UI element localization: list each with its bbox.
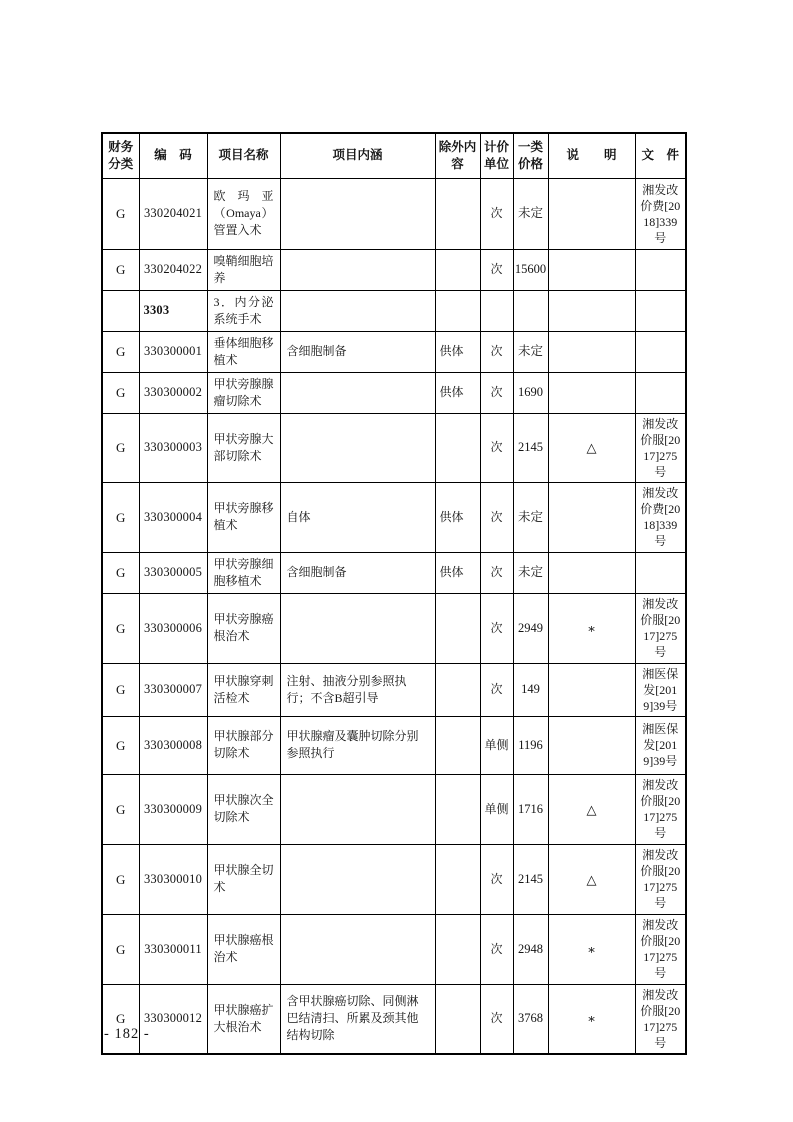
- financial-class-cell: [102, 290, 139, 331]
- code-cell: 3303: [139, 290, 207, 331]
- item-name-cell: 欧玛亚（Omaya）管置入术: [207, 178, 280, 249]
- item-content-cell: [280, 178, 435, 249]
- item-content-cell: 含细胞制备: [280, 552, 435, 593]
- item-content-cell: [280, 290, 435, 331]
- file-cell: 湘发改价服[2017]275号: [635, 774, 686, 844]
- item-name-cell: 甲状腺癌根治术: [207, 914, 280, 984]
- pricing-unit-cell: [480, 290, 513, 331]
- class1-price-cell: 2949: [513, 593, 548, 663]
- item-name-cell: 甲状旁腺移植术: [207, 482, 280, 552]
- table-row: [102, 372, 686, 413]
- class1-price-cell: 2145: [513, 844, 548, 914]
- file-cell: 湘发改价服[2017]275号: [635, 413, 686, 482]
- class1-price-cell: 1196: [513, 716, 548, 774]
- excluded-content-cell: [435, 663, 480, 716]
- financial-class-cell: G: [102, 413, 139, 482]
- class1-price-cell: 未定: [513, 178, 548, 249]
- class1-price-cell: 未定: [513, 482, 548, 552]
- table-row: [102, 984, 686, 1054]
- note-cell: △: [548, 844, 635, 914]
- item-name-cell: 甲状旁腺腺瘤切除术: [207, 372, 280, 413]
- pricing-unit-cell: 次: [480, 552, 513, 593]
- code-cell: 330204022: [139, 249, 207, 290]
- column-header-item-name: 项目名称: [207, 133, 280, 178]
- excluded-content-cell: 供体: [435, 552, 480, 593]
- table-row: [102, 178, 686, 249]
- pricing-unit-cell: 次: [480, 372, 513, 413]
- code-cell: 330300012: [139, 984, 207, 1054]
- excluded-content-cell: [435, 844, 480, 914]
- note-cell: △: [548, 774, 635, 844]
- financial-class-cell: G: [102, 249, 139, 290]
- excluded-content-cell: [435, 984, 480, 1054]
- table-row: [102, 290, 686, 331]
- class1-price-cell: 2145: [513, 413, 548, 482]
- item-content-cell: [280, 593, 435, 663]
- financial-class-cell: G: [102, 372, 139, 413]
- excluded-content-cell: [435, 290, 480, 331]
- class1-price-cell: 1690: [513, 372, 548, 413]
- item-content-cell: 自体: [280, 482, 435, 552]
- item-content-cell: 含细胞制备: [280, 331, 435, 372]
- financial-class-cell: G: [102, 984, 139, 1054]
- financial-class-cell: G: [102, 593, 139, 663]
- file-cell: 湘医保发[2019]39号: [635, 663, 686, 716]
- excluded-content-cell: [435, 178, 480, 249]
- excluded-content-cell: [435, 593, 480, 663]
- code-cell: 330300001: [139, 331, 207, 372]
- column-header-note: 说 明: [548, 133, 635, 178]
- item-name-cell: 甲状腺部分切除术: [207, 716, 280, 774]
- code-cell: 330300006: [139, 593, 207, 663]
- pricing-unit-cell: 次: [480, 593, 513, 663]
- table-row: [102, 552, 686, 593]
- pricing-unit-cell: 次: [480, 482, 513, 552]
- item-content-cell: 注射、抽液分别参照执行；不含B超引导: [280, 663, 435, 716]
- item-content-cell: 含甲状腺癌切除、同侧淋巴结清扫、所累及颈其他结构切除: [280, 984, 435, 1054]
- table-row: [102, 844, 686, 914]
- class1-price-cell: 149: [513, 663, 548, 716]
- financial-class-cell: G: [102, 552, 139, 593]
- note-cell: ∗: [548, 984, 635, 1054]
- pricing-unit-cell: 次: [480, 663, 513, 716]
- column-header-excluded-content: 除外内容: [435, 133, 480, 178]
- class1-price-cell: 1716: [513, 774, 548, 844]
- table-row: [102, 249, 686, 290]
- item-name-cell: 甲状旁腺大部切除术: [207, 413, 280, 482]
- file-cell: 湘发改价服[2017]275号: [635, 593, 686, 663]
- item-name-cell: 垂体细胞移植术: [207, 331, 280, 372]
- class1-price-cell: 3768: [513, 984, 548, 1054]
- excluded-content-cell: [435, 249, 480, 290]
- item-name-cell: 嗅鞘细胞培养: [207, 249, 280, 290]
- excluded-content-cell: [435, 914, 480, 984]
- page-number: - 182 -: [104, 1026, 150, 1042]
- note-cell: [548, 482, 635, 552]
- note-cell: [548, 716, 635, 774]
- table-row: [102, 593, 686, 663]
- note-cell: △: [548, 413, 635, 482]
- file-cell: [635, 290, 686, 331]
- excluded-content-cell: [435, 413, 480, 482]
- column-header-file: 文 件: [635, 133, 686, 178]
- column-header-code: 编 码: [139, 133, 207, 178]
- class1-price-cell: 2948: [513, 914, 548, 984]
- note-cell: [548, 331, 635, 372]
- table-row: [102, 331, 686, 372]
- item-content-cell: 甲状腺瘤及囊肿切除分别参照执行: [280, 716, 435, 774]
- file-cell: [635, 249, 686, 290]
- note-cell: [548, 290, 635, 331]
- file-cell: 湘发改价费[2018]339号: [635, 482, 686, 552]
- item-content-cell: [280, 774, 435, 844]
- table-row: [102, 914, 686, 984]
- code-cell: 330300005: [139, 552, 207, 593]
- medical-price-table: [101, 132, 687, 1055]
- file-cell: [635, 552, 686, 593]
- item-content-cell: [280, 413, 435, 482]
- financial-class-cell: G: [102, 844, 139, 914]
- code-cell: 330300002: [139, 372, 207, 413]
- financial-class-cell: G: [102, 914, 139, 984]
- pricing-unit-cell: 次: [480, 413, 513, 482]
- pricing-unit-cell: 单侧: [480, 716, 513, 774]
- item-name-cell: 甲状腺癌扩大根治术: [207, 984, 280, 1054]
- financial-class-cell: G: [102, 482, 139, 552]
- pricing-unit-cell: 次: [480, 249, 513, 290]
- note-cell: [548, 249, 635, 290]
- item-content-cell: [280, 249, 435, 290]
- item-content-cell: [280, 372, 435, 413]
- pricing-unit-cell: 次: [480, 178, 513, 249]
- file-cell: [635, 372, 686, 413]
- file-cell: 湘发改价服[2017]275号: [635, 914, 686, 984]
- financial-class-cell: G: [102, 716, 139, 774]
- table-row: [102, 482, 686, 552]
- item-name-cell: 甲状腺次全切除术: [207, 774, 280, 844]
- code-cell: 330300004: [139, 482, 207, 552]
- code-cell: 330300009: [139, 774, 207, 844]
- code-cell: 330204021: [139, 178, 207, 249]
- file-cell: [635, 331, 686, 372]
- file-cell: 湘医保发[2019]39号: [635, 716, 686, 774]
- note-cell: [548, 372, 635, 413]
- file-cell: 湘发改价服[2017]275号: [635, 844, 686, 914]
- file-cell: 湘发改价服[2017]275号: [635, 984, 686, 1054]
- item-name-cell: 甲状腺穿刺活检术: [207, 663, 280, 716]
- item-name-cell: 甲状旁腺癌根治术: [207, 593, 280, 663]
- financial-class-cell: G: [102, 663, 139, 716]
- excluded-content-cell: 供体: [435, 482, 480, 552]
- excluded-content-cell: [435, 716, 480, 774]
- excluded-content-cell: 供体: [435, 372, 480, 413]
- column-header-financial-class: 财务分类: [102, 133, 139, 178]
- item-content-cell: [280, 914, 435, 984]
- item-name-cell: 3．内分泌系统手术: [207, 290, 280, 331]
- item-name-cell: 甲状旁腺细胞移植术: [207, 552, 280, 593]
- excluded-content-cell: 供体: [435, 331, 480, 372]
- file-cell: 湘发改价费[2018]339号: [635, 178, 686, 249]
- note-cell: [548, 178, 635, 249]
- pricing-unit-cell: 次: [480, 914, 513, 984]
- item-name-cell: 甲状腺全切术: [207, 844, 280, 914]
- code-cell: 330300008: [139, 716, 207, 774]
- financial-class-cell: G: [102, 774, 139, 844]
- table-header: [102, 133, 686, 178]
- note-cell: [548, 663, 635, 716]
- class1-price-cell: [513, 290, 548, 331]
- financial-class-cell: G: [102, 178, 139, 249]
- column-header-pricing-unit: 计价单位: [480, 133, 513, 178]
- pricing-unit-cell: 单侧: [480, 774, 513, 844]
- table-row: [102, 413, 686, 482]
- note-cell: ∗: [548, 593, 635, 663]
- pricing-unit-cell: 次: [480, 331, 513, 372]
- table-row: [102, 716, 686, 774]
- code-cell: 330300003: [139, 413, 207, 482]
- code-cell: 330300010: [139, 844, 207, 914]
- column-header-item-content: 项目内涵: [280, 133, 435, 178]
- header-row: [102, 133, 686, 178]
- excluded-content-cell: [435, 774, 480, 844]
- note-cell: [548, 552, 635, 593]
- pricing-unit-cell: 次: [480, 844, 513, 914]
- class1-price-cell: 未定: [513, 331, 548, 372]
- code-cell: 330300007: [139, 663, 207, 716]
- financial-class-cell: G: [102, 331, 139, 372]
- pricing-unit-cell: 次: [480, 984, 513, 1054]
- code-cell: 330300011: [139, 914, 207, 984]
- table-row: [102, 774, 686, 844]
- table-row: [102, 663, 686, 716]
- class1-price-cell: 未定: [513, 552, 548, 593]
- class1-price-cell: 15600: [513, 249, 548, 290]
- item-content-cell: [280, 844, 435, 914]
- column-header-class1-price: 一类价格: [513, 133, 548, 178]
- table-body: [102, 178, 686, 1054]
- note-cell: ∗: [548, 914, 635, 984]
